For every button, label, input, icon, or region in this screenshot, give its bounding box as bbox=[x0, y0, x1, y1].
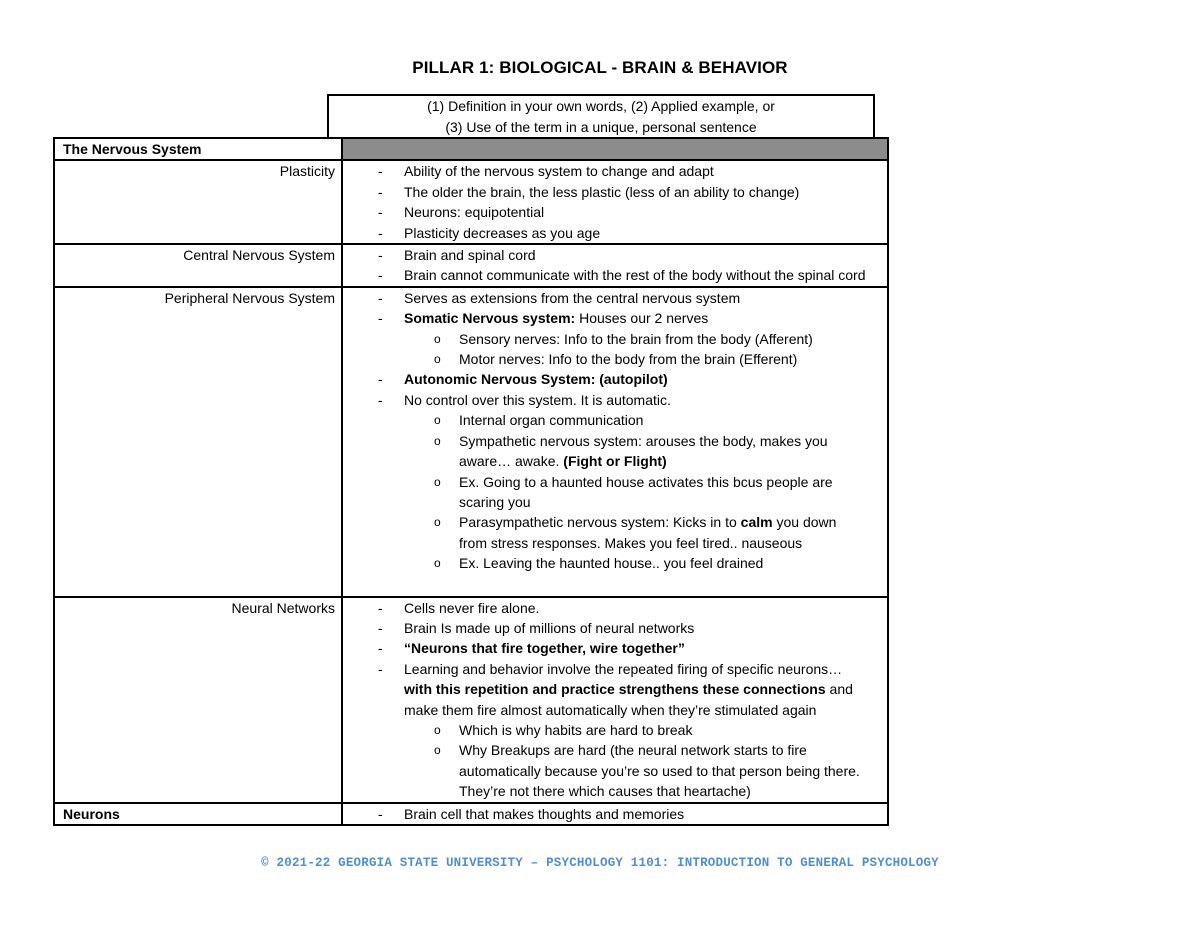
term-pns: Peripheral Nervous System bbox=[54, 287, 342, 597]
defs-cns bbox=[342, 244, 888, 287]
list-item bbox=[343, 369, 887, 389]
term-neural-networks: Neural Networks bbox=[54, 597, 342, 803]
text: Houses our 2 nerves bbox=[575, 310, 709, 327]
bold-text: Autonomic Nervous System: (autopilot) bbox=[404, 371, 668, 388]
header-line-1: (1) Definition in your own words, (2) Applied example, or bbox=[427, 98, 775, 114]
list-item: - Neurons: equipotential bbox=[343, 202, 887, 222]
footer-copyright: © 2021-22 GEORGIA STATE UNIVERSITY – PSYCHOLOGY 1101: INTRODUCTION TO GENERAL PSYCHOLOGY bbox=[261, 856, 939, 870]
defs-pns bbox=[342, 287, 888, 597]
bold-text: Somatic Nervous system: bbox=[404, 310, 576, 327]
list-item: - No control over this system. It is automatic. bbox=[343, 390, 887, 410]
bold-text: with this repetition and practice strengthens these connections bbox=[404, 681, 826, 698]
list-item: - Brain and spinal cord bbox=[343, 245, 887, 265]
term-plasticity: Plasticity bbox=[54, 160, 342, 244]
defs-plasticity bbox=[342, 160, 888, 244]
notes-table bbox=[53, 137, 889, 826]
defs-neurons bbox=[342, 803, 888, 825]
sub-list-item: o Motor nerves: Info to the body from the brain (Efferent) bbox=[343, 349, 887, 369]
definition-column-header bbox=[327, 94, 875, 138]
defs-neural-networks bbox=[342, 597, 888, 803]
sub-list-item: o Ex. Leaving the haunted house.. you feel drained bbox=[343, 553, 887, 573]
page-title: PILLAR 1: BIOLOGICAL - BRAIN & BEHAVIOR bbox=[412, 58, 788, 77]
sub-list-item: o Which is why habits are hard to break bbox=[343, 720, 887, 740]
text: you down from stress responses. Makes you feel tired.. nauseous bbox=[459, 514, 837, 551]
shaded-cell bbox=[342, 138, 888, 160]
header-line-2: (3) Use of the term in a unique, personal sentence bbox=[445, 118, 757, 135]
list-item: - Plasticity decreases as you age bbox=[343, 223, 887, 243]
sub-list-item: o Ex. Going to a haunted house activates this bcus people are scaring you bbox=[343, 472, 887, 513]
term-cns: Central Nervous System bbox=[54, 244, 342, 287]
row-neural-networks bbox=[54, 597, 888, 803]
sub-list-item: o Internal organ communication bbox=[343, 410, 887, 430]
list-item: - Cells never fire alone. bbox=[343, 598, 887, 618]
row-plasticity bbox=[54, 160, 888, 244]
row-neurons bbox=[54, 803, 888, 825]
sub-list-item: o Sensory nerves: Info to the brain from the body (Afferent) bbox=[343, 329, 887, 349]
list-item: - Brain Is made up of millions of neural networks bbox=[343, 618, 887, 638]
list-item bbox=[343, 638, 887, 658]
list-item: - Serves as extensions from the central nervous system bbox=[343, 288, 887, 308]
text: Sympathetic nervous system: arouses the body, makes you aware… awake. bbox=[459, 432, 828, 470]
row-cns bbox=[54, 244, 888, 287]
bold-text: “Neurons that fire together, wire together” bbox=[404, 640, 685, 657]
list-item bbox=[343, 659, 887, 720]
sub-list-item: o Why Breakups are hard (the neural network starts to fire automatically because you’re so used to that person being there. They’re not there which causes that heartache) bbox=[343, 740, 887, 801]
list-item: - Ability of the nervous system to change and adapt bbox=[343, 161, 887, 181]
list-item: - The older the brain, the less plastic (less of an ability to change) bbox=[343, 182, 887, 202]
section-label-neurons: Neurons bbox=[54, 803, 342, 825]
list-item bbox=[343, 308, 887, 328]
text: and make them fire almost automatically when they’re stimulated again bbox=[404, 681, 853, 718]
row-nervous-system bbox=[54, 138, 888, 160]
bold-text: (Fight or Flight) bbox=[563, 453, 667, 470]
list-item: - Brain cell that makes thoughts and memories bbox=[343, 804, 887, 824]
text: Parasympathetic nervous system: Kicks in to bbox=[459, 514, 741, 531]
sub-list-item bbox=[343, 512, 887, 553]
section-label-nervous-system: The Nervous System bbox=[54, 138, 342, 160]
spacer bbox=[343, 574, 887, 596]
row-pns bbox=[54, 287, 888, 597]
bold-text: calm bbox=[740, 514, 773, 531]
text: Learning and behavior involve the repeated firing of specific neurons… bbox=[404, 660, 843, 677]
list-item: - Brain cannot communicate with the rest of the body without the spinal cord bbox=[343, 265, 887, 285]
sub-list-item bbox=[343, 431, 887, 472]
